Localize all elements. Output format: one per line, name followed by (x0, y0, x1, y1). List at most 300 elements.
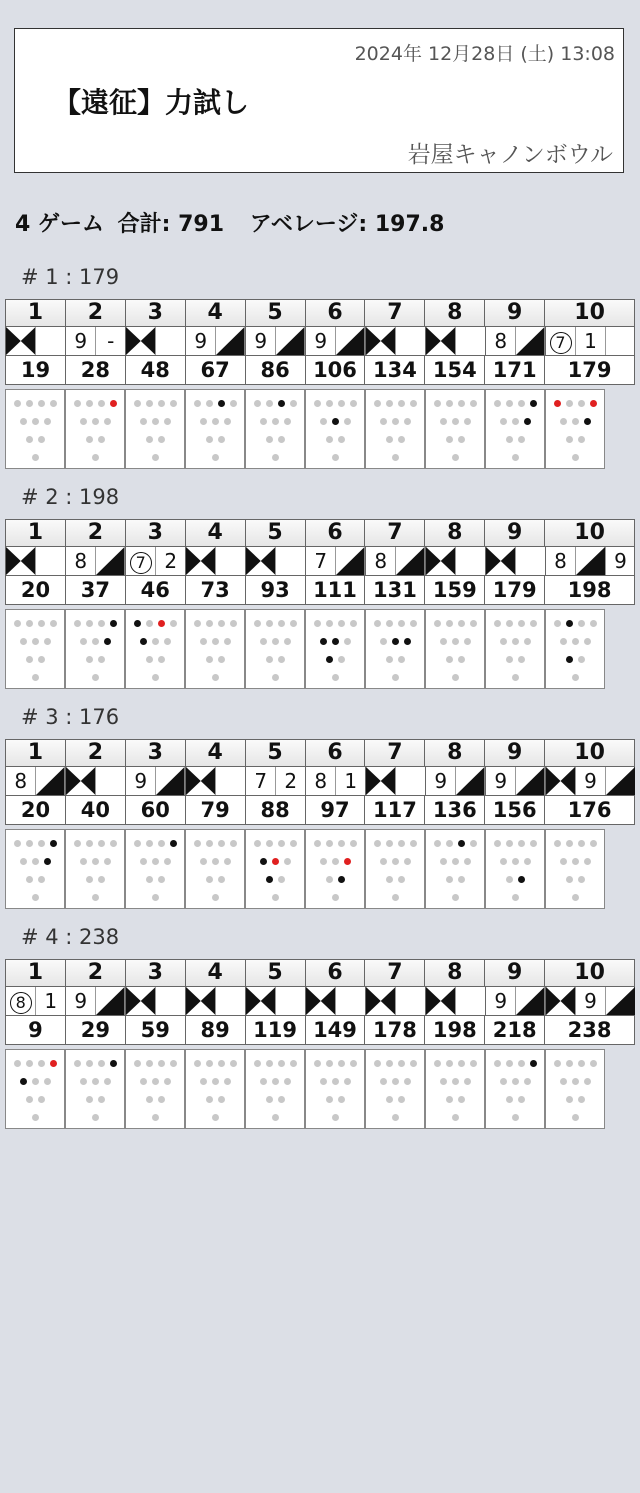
knocked-pin (272, 1078, 279, 1085)
standing-pin (44, 858, 51, 865)
knocked-pin (290, 620, 297, 627)
frame-number: 8 (425, 960, 485, 986)
knocked-pin (254, 1060, 261, 1067)
knocked-pin (110, 840, 117, 847)
knocked-pin (332, 1078, 339, 1085)
frame-number: 4 (186, 520, 246, 546)
knocked-pin (212, 894, 219, 901)
knocked-pin (452, 418, 459, 425)
knocked-pin (440, 418, 447, 425)
knocked-pin (572, 638, 579, 645)
knocked-pin (134, 840, 141, 847)
knocked-pin (590, 840, 597, 847)
knocked-pin (512, 1114, 519, 1121)
knocked-pin (86, 1096, 93, 1103)
knocked-pin (392, 418, 399, 425)
knocked-pin (20, 418, 27, 425)
spare-mark (95, 547, 125, 575)
frame-score: 179 (567, 358, 612, 382)
knocked-pin (434, 840, 441, 847)
pin-diagram (485, 389, 545, 469)
knocked-pin (470, 1060, 477, 1067)
knocked-pin (374, 620, 381, 627)
frame-score: 60 (126, 796, 186, 824)
throw-row (6, 327, 634, 356)
pinfall-count: 9 (314, 329, 328, 353)
pin-diagram (365, 829, 425, 909)
pin-diagram (545, 1049, 605, 1129)
knocked-pin (158, 876, 165, 883)
knocked-pin (74, 400, 81, 407)
frame-number: 9 (485, 740, 545, 766)
standing-pin (140, 638, 147, 645)
frame-number: 9 (485, 960, 545, 986)
pin-diagram (305, 1049, 365, 1129)
pinfall-count (95, 767, 125, 795)
frame-number: 9 (485, 520, 545, 546)
pinfall-count (335, 987, 365, 1015)
knocked-pin (518, 656, 525, 663)
strike-mark (6, 327, 35, 355)
knocked-pin (38, 1060, 45, 1067)
knocked-pin (152, 1078, 159, 1085)
knocked-pin (572, 1078, 579, 1085)
knocked-pin (386, 1096, 393, 1103)
pin-diagram (245, 1049, 305, 1129)
knocked-pin (512, 638, 519, 645)
knocked-pin (374, 1060, 381, 1067)
knocked-pin (206, 656, 213, 663)
knocked-pin (446, 1060, 453, 1067)
frame-number: 1 (6, 300, 66, 326)
knocked-pin (230, 840, 237, 847)
frame-throws (6, 987, 66, 1015)
knocked-pin (230, 400, 237, 407)
frame-number: 3 (126, 520, 186, 546)
frame-score: 134 (365, 356, 425, 384)
frame-throws (186, 327, 246, 355)
knocked-pin (452, 858, 459, 865)
cumulative-score-row (6, 1016, 634, 1044)
frame-score: 178 (365, 1016, 425, 1044)
knocked-pin (32, 638, 39, 645)
pin-diagram (185, 609, 245, 689)
pinfall-count: 1 (35, 987, 65, 1015)
pin-diagram (425, 829, 485, 909)
pin-diagram (5, 609, 65, 689)
frame-score: 106 (306, 356, 366, 384)
knocked-pin (320, 1078, 327, 1085)
knocked-pin (452, 1114, 459, 1121)
knocked-pin (140, 858, 147, 865)
knocked-pin (464, 858, 471, 865)
standing-pin (332, 418, 339, 425)
knocked-pin (38, 876, 45, 883)
knocked-pin (38, 656, 45, 663)
knocked-pin (326, 840, 333, 847)
knocked-pin (500, 858, 507, 865)
knocked-pin (92, 1078, 99, 1085)
knocked-pin (398, 656, 405, 663)
knocked-pin (158, 400, 165, 407)
strike-mark (366, 987, 395, 1015)
knocked-pin (218, 436, 225, 443)
frame-score: 59 (126, 1016, 186, 1044)
knocked-pin (434, 620, 441, 627)
pin-diagram (305, 609, 365, 689)
knocked-pin (506, 620, 513, 627)
knocked-pin (506, 436, 513, 443)
frame-number: 5 (246, 300, 306, 326)
knocked-pin (458, 620, 465, 627)
knocked-pin (290, 840, 297, 847)
frame-score: 117 (365, 796, 425, 824)
knocked-pin (26, 1060, 33, 1067)
spare-mark (515, 987, 545, 1015)
pinfall-count (35, 327, 65, 355)
knocked-pin (512, 858, 519, 865)
frame-number: 4 (186, 740, 246, 766)
knocked-pin (290, 400, 297, 407)
knocked-pin (80, 418, 87, 425)
knocked-pin (398, 400, 405, 407)
spare-mark (395, 547, 425, 575)
knocked-pin (152, 638, 159, 645)
frame-throws (246, 767, 306, 795)
knocked-pin (38, 620, 45, 627)
frame-number: 6 (306, 300, 366, 326)
frame-number: 3 (126, 960, 186, 986)
knocked-pin (284, 638, 291, 645)
knocked-pin (266, 1096, 273, 1103)
knocked-pin (560, 1078, 567, 1085)
knocked-pin (98, 620, 105, 627)
frame-throws (6, 547, 66, 575)
knocked-pin (74, 1060, 81, 1067)
pinfall-count: 9 (74, 989, 88, 1013)
frame-number: 6 (306, 960, 366, 986)
split-pin (272, 858, 279, 865)
pin-diagram (185, 389, 245, 469)
knocked-pin (398, 840, 405, 847)
knocked-pin (518, 1096, 525, 1103)
frame-score: 88 (246, 796, 306, 824)
knocked-pin (380, 858, 387, 865)
knocked-pin (104, 858, 111, 865)
pin-diagram (305, 389, 365, 469)
score-sheet (5, 739, 635, 825)
knocked-pin (146, 876, 153, 883)
knocked-pin (266, 1060, 273, 1067)
knocked-pin (518, 436, 525, 443)
frame-number: 2 (66, 740, 126, 766)
knocked-pin (524, 1078, 531, 1085)
session-title: 【遠征】力試し (53, 86, 250, 119)
knocked-pin (404, 1078, 411, 1085)
knocked-pin (446, 840, 453, 847)
knocked-pin (284, 418, 291, 425)
knocked-pin (158, 1060, 165, 1067)
knocked-pin (170, 620, 177, 627)
knocked-pin (518, 1060, 525, 1067)
knocked-pin (272, 454, 279, 461)
pinfall-count: 2 (155, 547, 185, 575)
strike-mark (186, 987, 215, 1015)
frame-number-row (6, 520, 634, 547)
knocked-pin (86, 840, 93, 847)
knocked-pin (224, 858, 231, 865)
knocked-pin (98, 656, 105, 663)
knocked-pin (260, 1078, 267, 1085)
knocked-pin (230, 1060, 237, 1067)
pin-diagram (65, 609, 125, 689)
frame-score: 89 (186, 1016, 246, 1044)
split-pin (554, 400, 561, 407)
throw-row (6, 987, 634, 1016)
split-pin (50, 1060, 57, 1067)
frame-number: 2 (66, 300, 126, 326)
frame-score: 171 (485, 356, 545, 384)
knocked-pin (332, 454, 339, 461)
pinfall-count: 9 (494, 989, 508, 1013)
standing-pin (458, 840, 465, 847)
frame-score: 48 (126, 356, 186, 384)
knocked-pin (152, 454, 159, 461)
frame-number: 5 (246, 740, 306, 766)
pin-diagram (65, 389, 125, 469)
frame-throws (366, 327, 426, 355)
pin-diagram (245, 609, 305, 689)
knocked-pin (260, 418, 267, 425)
strike-mark (546, 767, 575, 795)
knocked-pin (278, 656, 285, 663)
knocked-pin (344, 1078, 351, 1085)
spare-mark (515, 327, 545, 355)
knocked-pin (134, 1060, 141, 1067)
knocked-pin (434, 400, 441, 407)
knocked-pin (446, 620, 453, 627)
spare-mark (575, 547, 605, 575)
knocked-pin (410, 840, 417, 847)
knocked-pin (380, 638, 387, 645)
standing-pin (110, 620, 117, 627)
standing-pin (104, 638, 111, 645)
pinfall-count: 1 (575, 327, 605, 355)
strike-mark (486, 547, 515, 575)
knocked-pin (158, 436, 165, 443)
frame-throws (246, 547, 306, 575)
knocked-pin (530, 620, 537, 627)
knocked-pin (584, 858, 591, 865)
knocked-pin (218, 876, 225, 883)
knocked-pin (458, 1060, 465, 1067)
pin-diagram (185, 1049, 245, 1129)
frame-throws (186, 547, 246, 575)
strike-mark (186, 767, 215, 795)
knocked-pin (446, 876, 453, 883)
strike-mark (126, 327, 155, 355)
pinfall-count: 9 (575, 987, 605, 1015)
knocked-pin (170, 400, 177, 407)
spare-mark (455, 767, 485, 795)
knocked-pin (218, 1096, 225, 1103)
knocked-pin (80, 858, 87, 865)
cumulative-score-row (6, 796, 634, 824)
knocked-pin (26, 400, 33, 407)
knocked-pin (386, 656, 393, 663)
split-pin (344, 858, 351, 865)
knocked-pin (572, 858, 579, 865)
knocked-pin (314, 1060, 321, 1067)
knocked-pin (74, 620, 81, 627)
knocked-pin (212, 858, 219, 865)
knocked-pin (206, 840, 213, 847)
frame-throws (486, 987, 546, 1015)
pin-diagram (65, 1049, 125, 1129)
spare-mark (35, 767, 65, 795)
knocked-pin (164, 1078, 171, 1085)
pinfall-count: 9 (605, 547, 635, 575)
knocked-pin (158, 1096, 165, 1103)
knocked-pin (38, 840, 45, 847)
standing-pin (278, 400, 285, 407)
game-count: 4 ゲーム (15, 212, 104, 237)
pinfall-count: 2 (275, 767, 305, 795)
frame-throws (186, 987, 246, 1015)
knocked-pin (338, 656, 345, 663)
frame-number: 7 (365, 300, 425, 326)
knocked-pin (152, 674, 159, 681)
knocked-pin (572, 1114, 579, 1121)
knocked-pin (578, 620, 585, 627)
knocked-pin (566, 1096, 573, 1103)
knocked-pin (494, 620, 501, 627)
knocked-pin (398, 620, 405, 627)
frame-throws (366, 767, 426, 795)
pin-diagram (425, 389, 485, 469)
knocked-pin (212, 1078, 219, 1085)
split-pin (110, 400, 117, 407)
knocked-pin (464, 1078, 471, 1085)
knocked-pin (26, 620, 33, 627)
knocked-pin (254, 620, 261, 627)
knocked-pin (32, 1114, 39, 1121)
spare-mark (515, 767, 545, 795)
knocked-pin (254, 840, 261, 847)
standing-pin (530, 1060, 537, 1067)
frame-score: 97 (306, 796, 366, 824)
knocked-pin (392, 1114, 399, 1121)
pinfall-count: 9 (134, 769, 148, 793)
knocked-pin (590, 620, 597, 627)
frame-throws (486, 767, 546, 795)
pin-diagram (485, 609, 545, 689)
pin-diagram (545, 389, 605, 469)
knocked-pin (278, 876, 285, 883)
knocked-pin (218, 656, 225, 663)
knocked-pin (314, 400, 321, 407)
pinfall-count: 9 (74, 329, 88, 353)
knocked-pin (272, 1114, 279, 1121)
pin-diagram-row (5, 389, 605, 469)
knocked-pin (446, 1096, 453, 1103)
pin-diagram (365, 389, 425, 469)
frame-score: 238 (567, 1018, 612, 1042)
knocked-pin (272, 894, 279, 901)
knocked-pin (278, 840, 285, 847)
frame-throws (6, 327, 66, 355)
pinfall-count (275, 547, 305, 575)
standing-pin (338, 876, 345, 883)
knocked-pin (344, 638, 351, 645)
pin-diagram (185, 829, 245, 909)
pinfall-count: 9 (434, 769, 448, 793)
knocked-pin (524, 858, 531, 865)
pin-diagram (485, 1049, 545, 1129)
pinfall-count: 7 (254, 769, 268, 793)
knocked-pin (86, 620, 93, 627)
standing-pin (20, 1078, 27, 1085)
standing-pin (524, 418, 531, 425)
knocked-pin (578, 436, 585, 443)
spare-mark (95, 987, 125, 1015)
score-sheet (5, 299, 635, 385)
frame-number: 4 (186, 300, 246, 326)
frame-number: 1 (6, 740, 66, 766)
knocked-pin (272, 418, 279, 425)
frame-number: 8 (425, 740, 485, 766)
knocked-pin (566, 436, 573, 443)
standing-pin (566, 620, 573, 627)
frame-throws (66, 547, 126, 575)
knocked-pin (44, 418, 51, 425)
knocked-pin (506, 840, 513, 847)
knocked-pin (506, 1096, 513, 1103)
pinfall-count (515, 547, 545, 575)
knocked-pin (578, 1096, 585, 1103)
game-label: # 3 : 176 (21, 705, 120, 729)
knocked-pin (572, 894, 579, 901)
knocked-pin (98, 400, 105, 407)
pin-diagram (365, 609, 425, 689)
knocked-pin (206, 1096, 213, 1103)
knocked-pin (266, 400, 273, 407)
frame-number-row (6, 960, 634, 987)
knocked-pin (170, 1060, 177, 1067)
knocked-pin (500, 638, 507, 645)
knocked-pin (326, 1060, 333, 1067)
frame-throws (186, 767, 246, 795)
frame-score: 119 (246, 1016, 306, 1044)
knocked-pin (392, 858, 399, 865)
knocked-pin (470, 400, 477, 407)
frame-score: 29 (66, 1016, 126, 1044)
frame-number: 8 (425, 520, 485, 546)
session-datetime: 2024年 12月28日 (土) 13:08 (354, 43, 615, 65)
knocked-pin (164, 638, 171, 645)
knocked-pin (38, 1096, 45, 1103)
knocked-pin (512, 894, 519, 901)
frame-score: 198 (567, 578, 612, 602)
standing-pin (134, 620, 141, 627)
knocked-pin (518, 400, 525, 407)
knocked-pin (44, 638, 51, 645)
knocked-pin (200, 638, 207, 645)
knocked-pin (506, 656, 513, 663)
knocked-pin (452, 674, 459, 681)
knocked-pin (26, 436, 33, 443)
knocked-pin (224, 418, 231, 425)
